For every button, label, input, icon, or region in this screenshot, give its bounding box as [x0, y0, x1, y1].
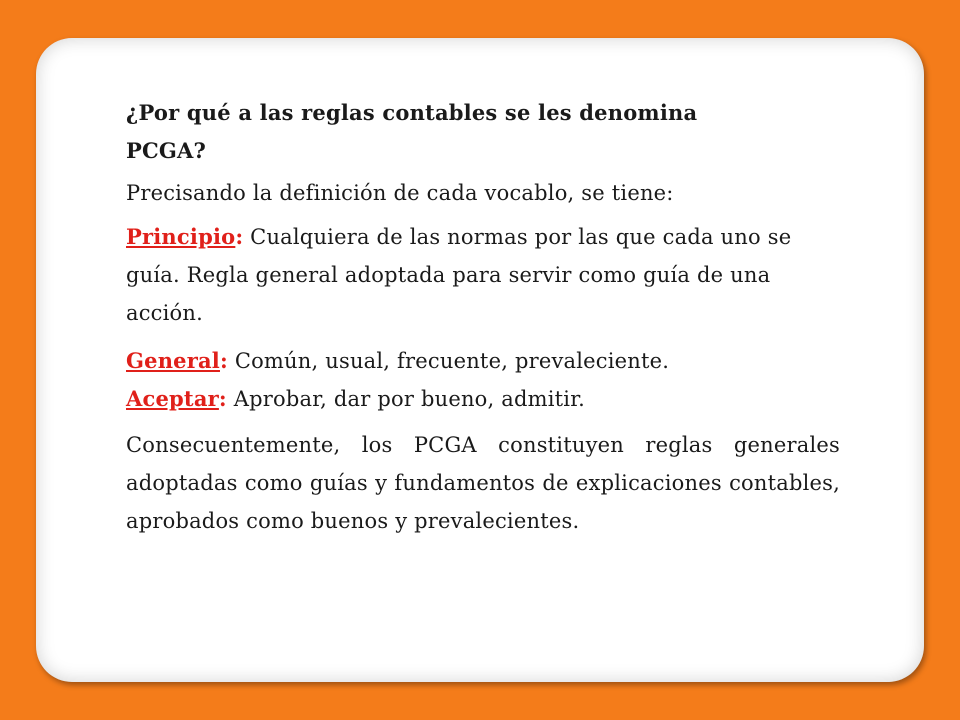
term-colon: :: [218, 386, 227, 411]
definition-principio: [126, 218, 840, 332]
term-general: General: [126, 348, 220, 373]
term-aceptar: Aceptar: [126, 386, 219, 411]
definition-aceptar: [126, 380, 840, 418]
definition-general: [126, 342, 840, 380]
term-principio: Principio: [126, 224, 236, 249]
definition-text: Cualquiera de las normas por las que cada uno se guía. Regla general adoptada para servir como guía de una acción.: [126, 225, 792, 325]
term-colon: :: [219, 348, 228, 373]
definition-text: Aprobar, dar por bueno, admitir.: [226, 387, 586, 411]
conclusion-text: Consecuentemente, los PCGA constituyen reglas generales adoptadas como guías y fundamentos de explicaciones contables, aprobados como buenos y prevalecientes.: [126, 433, 840, 533]
slide-title: ¿Por qué a las reglas contables se les denomina PCGA?: [126, 100, 698, 163]
definition-text: Común, usual, frecuente, prevaleciente.: [227, 349, 670, 373]
term-colon: :: [235, 224, 244, 249]
intro-text: Precisando la definición de cada vocablo, se tiene:: [126, 181, 674, 205]
slide-content: [126, 94, 840, 540]
